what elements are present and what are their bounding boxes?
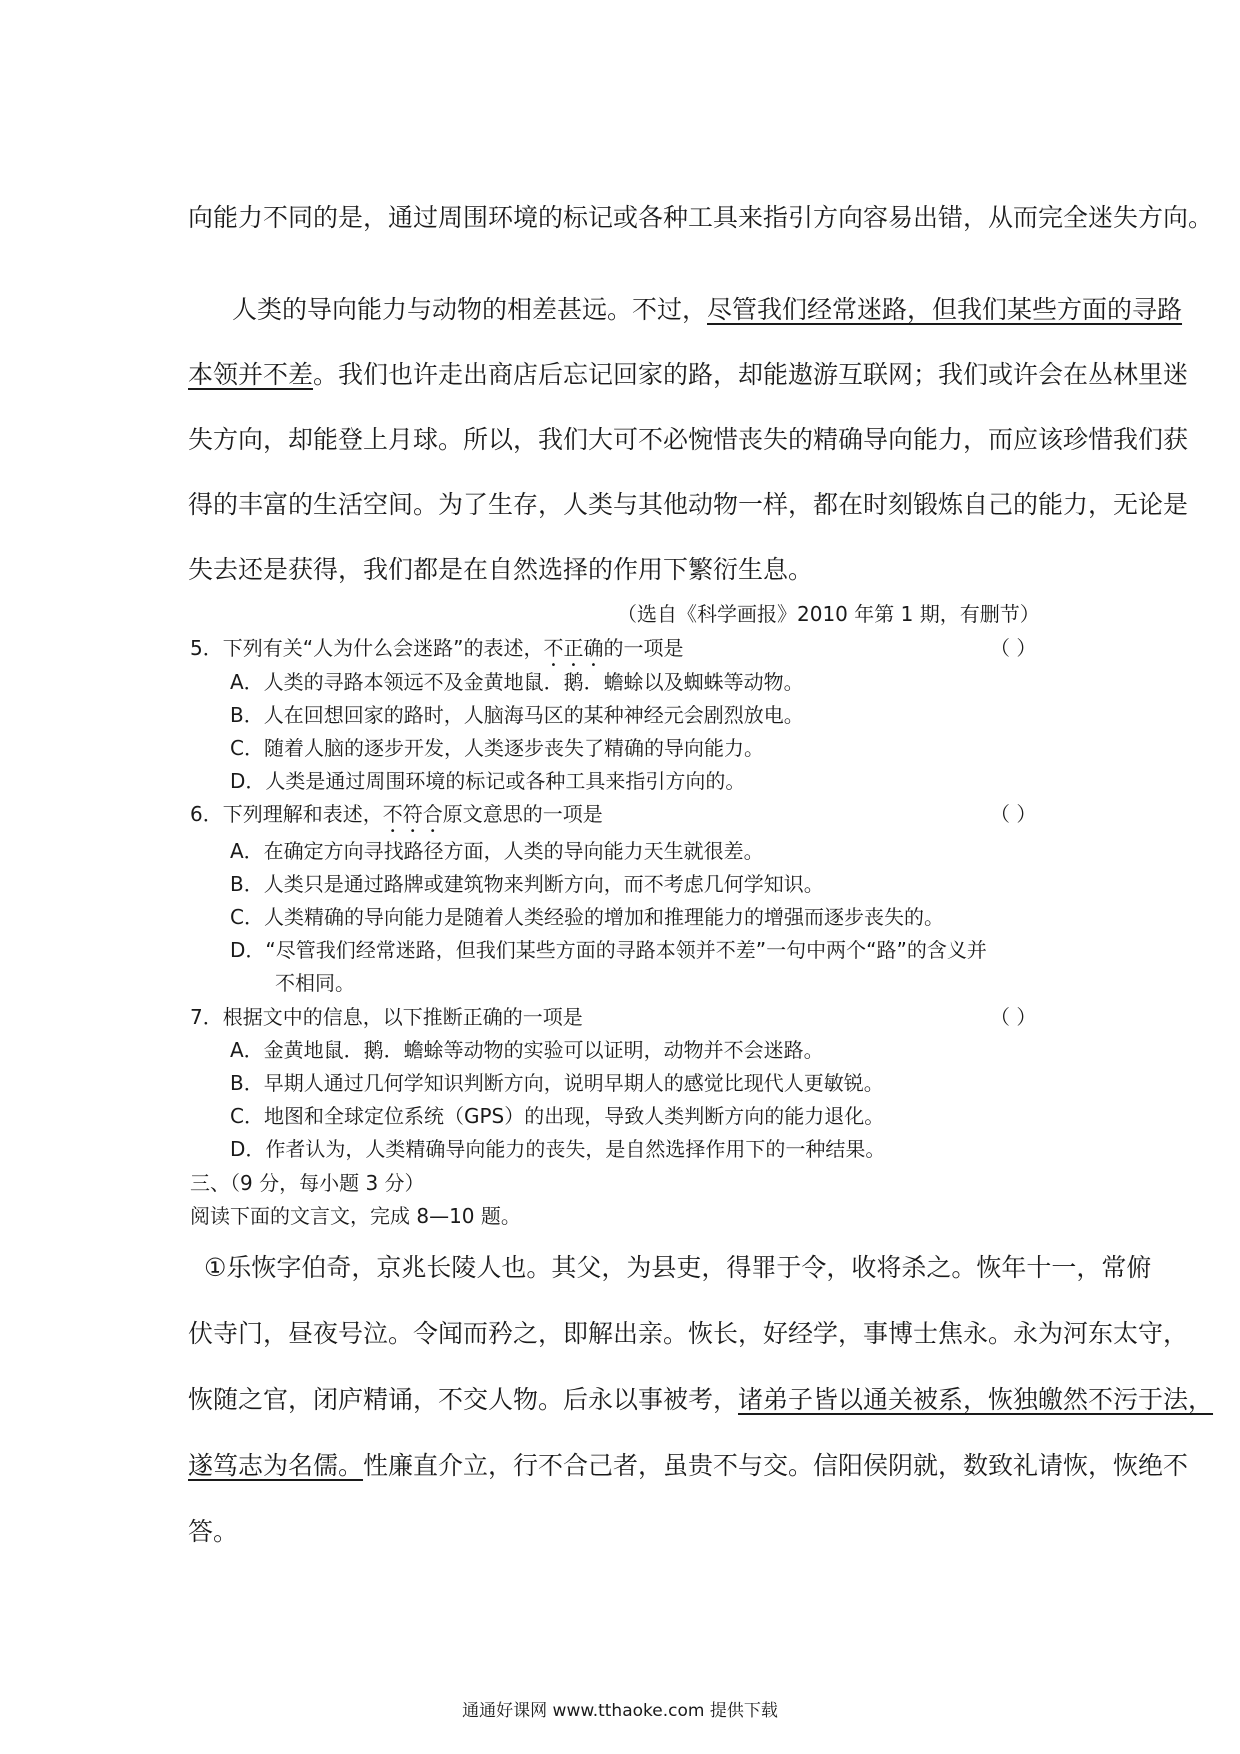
question-7-answer-blank: （ ） (990, 1005, 1037, 1029)
question-6-stem-text: 6．下列理解和表述， (190, 802, 383, 826)
classical-line-4-text: 性廉直介立，行不合己者，虽贵不与交。信阳侯阴就，数致礼请恢，恢绝不 (363, 1451, 1189, 1480)
question-5-option-a: A．人类的寻路本领远不及金黄地鼠．鹅．蟾蜍以及蜘蛛等动物。 (230, 670, 804, 694)
question-7-option-c: C．地图和全球定位系统（GPS）的出现，导致人类判断方向的能力退化。 (230, 1104, 885, 1128)
question-5-emphasis: 不正确 (543, 636, 604, 660)
source-citation: （选自《科学画报》2010 年第 1 期，有删节） (617, 602, 1040, 626)
section-3-instruction: 阅读下面的文言文，完成 8—10 题。 (190, 1204, 521, 1228)
classical-line-3 (188, 1380, 1213, 1416)
underlined-sentence-part-2: 本领并不差 (188, 360, 314, 389)
question-6-emphasis: 不符合 (382, 802, 443, 826)
question-6-option-d: D．“尽管我们经常迷路，但我们某些方面的寻路本领并不差”一句中两个“路”的含义并 (230, 938, 987, 962)
question-7-stem (190, 1001, 583, 1030)
classical-underlined-part-2: 遂笃志为名儒。 (188, 1451, 364, 1480)
question-7-option-a: A．金黄地鼠．鹅．蟾蜍等动物的实验可以证明，动物并不会迷路。 (230, 1038, 824, 1062)
classical-underlined-part-1: 诸弟子皆以通关被系，恢独皦然不污于法， (738, 1385, 1214, 1414)
question-7-option-b: B．早期人通过几何学知识判断方向，说明早期人的感觉比现代人更敏锐。 (230, 1071, 884, 1095)
passage-line-6: 失去还是获得，我们都是在自然选择的作用下繁衍生息。 (188, 555, 814, 584)
question-6-option-c: C．人类精确的导向能力是随着人类经验的增加和推理能力的增强而逐步丧失的。 (230, 905, 944, 929)
passage-line-3 (188, 355, 1188, 391)
passage-line-4: 失方向，却能登上月球。所以，我们大可不必惋惜丧失的精确导向能力，而应该珍惜我们获 (188, 425, 1189, 454)
question-6-stem (190, 798, 603, 837)
question-7-stem-text: 7．根据文中的信息，以下推断正确的一项是 (190, 1005, 583, 1029)
passage-line-2-text: 人类的导向能力与动物的相差甚远。不过， (232, 295, 708, 324)
question-7-option-d: D．作者认为，人类精确导向能力的丧失，是自然选择作用下的一种结果。 (230, 1137, 886, 1161)
question-5-stem-tail: 的一项是 (603, 636, 684, 660)
passage-line-2 (232, 290, 1182, 326)
passage-line-5: 得的丰富的生活空间。为了生存，人类与其他动物一样，都在时刻锻炼自己的能力，无论是 (188, 490, 1189, 519)
page-footer: 通通好课网 www.tthaoke.com 提供下载 (462, 1701, 778, 1721)
question-5-stem-text: 5．下列有关“人为什么会迷路”的表述， (190, 636, 544, 660)
question-6-answer-blank: （ ） (990, 802, 1037, 826)
classical-line-4 (188, 1446, 1188, 1482)
question-6-stem-tail: 原文意思的一项是 (442, 802, 603, 826)
underlined-sentence-part-1: 尽管我们经常迷路，但我们某些方面的寻路 (707, 295, 1183, 324)
classical-line-2: 伏寺门，昼夜号泣。令闻而矜之，即解出亲。恢长，好经学，事博士焦永。永为河东太守， (188, 1319, 1189, 1348)
passage-line-3-text: 。我们也许走出商店后忘记回家的路，却能遨游互联网；我们或许会在丛林里迷 (313, 360, 1189, 389)
classical-line-5: 答。 (188, 1517, 239, 1546)
section-3-heading: 三、（9 分，每小题 3 分） (190, 1171, 425, 1195)
question-5-option-b: B．人在回想回家的路时，人脑海马区的某种神经元会剧烈放电。 (230, 703, 804, 727)
question-6-option-d-continued: 不相同。 (275, 971, 355, 995)
question-6-option-b: B．人类只是通过路牌或建筑物来判断方向，而不考虑几何学知识。 (230, 872, 824, 896)
question-5-option-c: C．随着人脑的逐步开发，人类逐步丧失了精确的导向能力。 (230, 736, 764, 760)
question-6-option-a: A．在确定方向寻找路径方面，人类的导向能力天生就很差。 (230, 839, 764, 863)
classical-line-3-text: 恢随之官，闭庐精诵，不交人物。后永以事被考， (188, 1385, 739, 1414)
classical-line-1: ①乐恢字伯奇，京兆长陵人也。其父，为县吏，得罪于令，收将杀之。恢年十一，常俯 (204, 1253, 1152, 1282)
question-5-answer-blank: （ ） (990, 636, 1037, 660)
passage-line-1: 向能力不同的是，通过周围环境的标记或各种工具来指引方向容易出错，从而完全迷失方向。 (188, 203, 1214, 232)
question-5-option-d: D．人类是通过周围环境的标记或各种工具来指引方向的。 (230, 769, 746, 793)
